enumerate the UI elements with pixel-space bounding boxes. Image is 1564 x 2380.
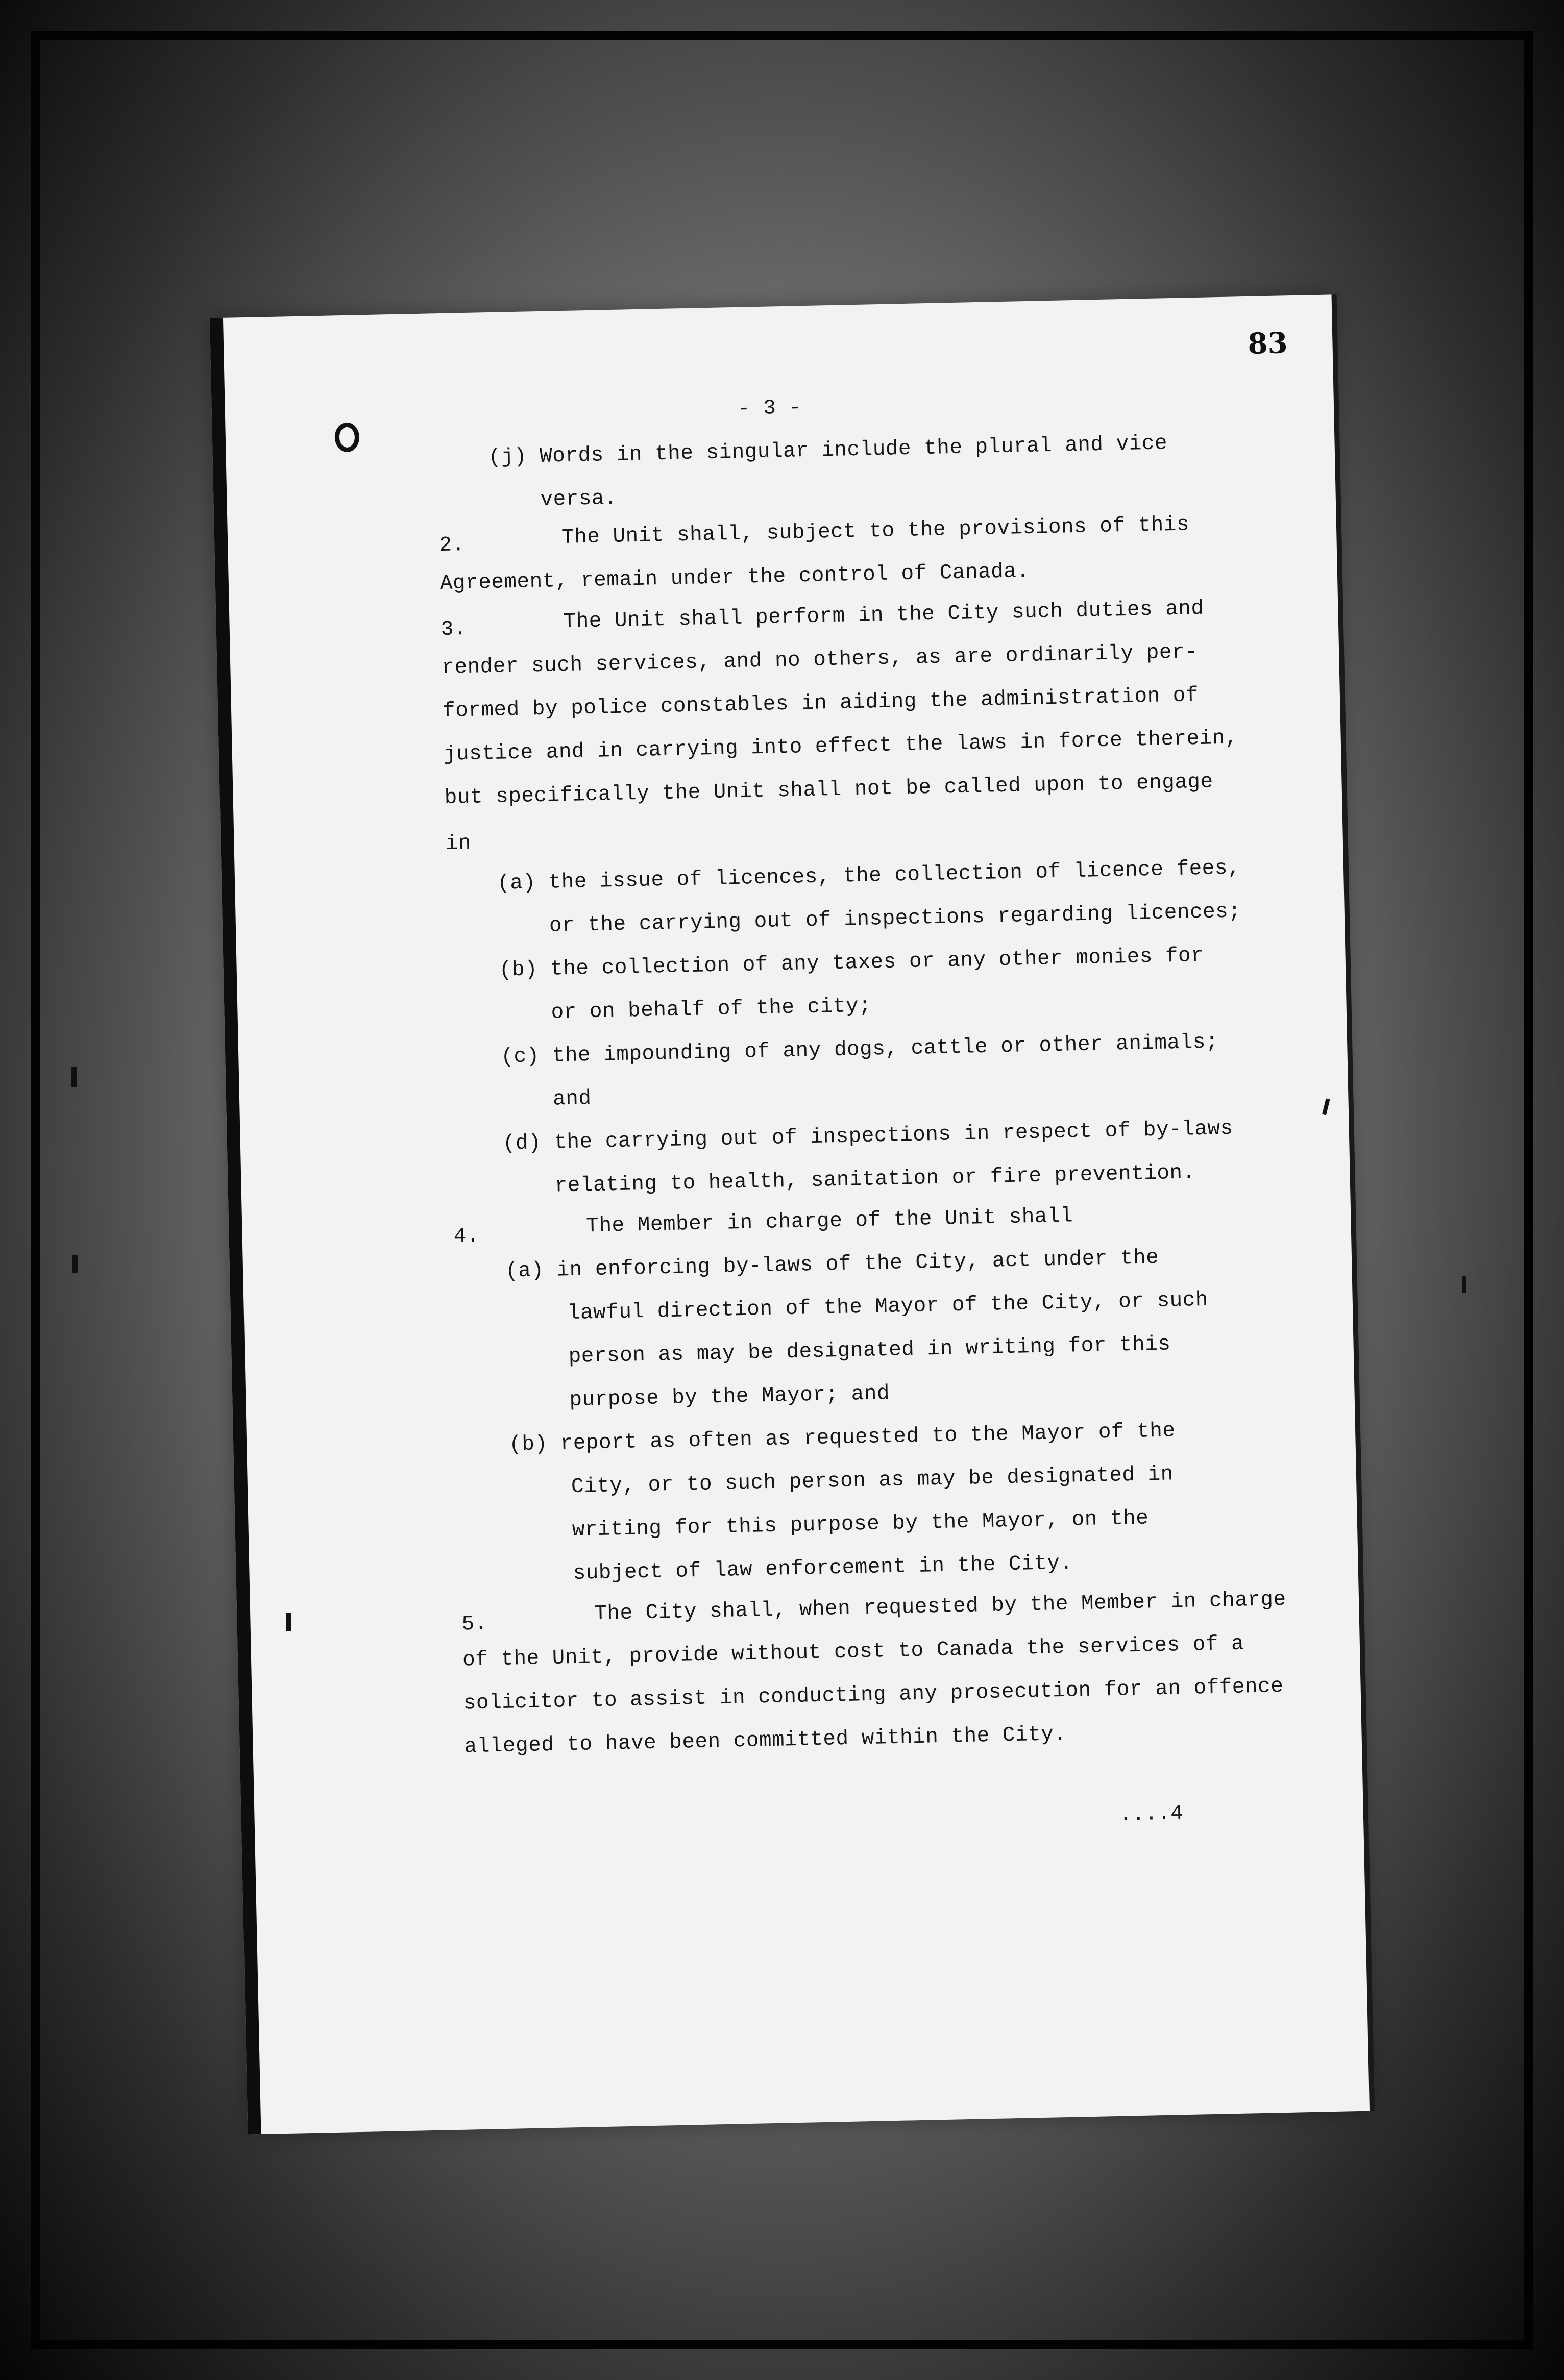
section-2-line-1: The Unit shall, subject to the provisions of this bbox=[561, 513, 1190, 550]
item-3c-line-2: and bbox=[552, 1087, 592, 1111]
line-j-1: (j) Words in the singular include the plural and vice bbox=[488, 432, 1168, 470]
section-3-line-5: but specifically the Unit shall not be called upon to engage bbox=[444, 770, 1214, 810]
page-number: 83 bbox=[1247, 326, 1288, 361]
scan-speck bbox=[1462, 1276, 1466, 1293]
document-page bbox=[210, 294, 1371, 2134]
section-2-number: 2. bbox=[438, 533, 466, 558]
scan-speck bbox=[71, 1067, 77, 1087]
section-2-line-2: Agreement, remain under the control of Canada. bbox=[439, 559, 1030, 596]
section-3-number: 3. bbox=[441, 617, 467, 642]
line-j-2: versa. bbox=[540, 486, 618, 512]
section-3-line-6: in bbox=[445, 831, 472, 856]
punch-hole-icon bbox=[334, 422, 359, 452]
item-4a-line-4: purpose by the Mayor; and bbox=[569, 1381, 890, 1412]
item-4a-line-1: (a) in enforcing by-laws of the City, act under the bbox=[505, 1246, 1159, 1283]
item-3b-line-1: (b) the collection of any taxes or any other monies for bbox=[499, 944, 1204, 982]
item-3b-line-2: or on behalf of the city; bbox=[551, 994, 872, 1025]
continuation-marker: ....4 bbox=[1119, 1802, 1184, 1827]
section-5-line-1: The City shall, when requested by the Member in charge bbox=[594, 1588, 1287, 1626]
page-left-shadow-edge bbox=[210, 318, 261, 2135]
item-3c-line-1: (c) the impounding of any dogs, cattle or other animals; bbox=[500, 1030, 1219, 1069]
item-4b-line-3: writing for this purpose by the Mayor, on the bbox=[572, 1506, 1149, 1543]
section-3-line-2: render such services, and no others, as are ordinarily per- bbox=[441, 640, 1198, 680]
section-5-number: 5. bbox=[461, 1612, 488, 1637]
item-4a-line-2: lawful direction of the Mayor of the City, or such bbox=[567, 1288, 1209, 1326]
item-3d-line-1: (d) the carrying out of inspections in respect of by-laws bbox=[502, 1117, 1234, 1156]
item-3a-line-2: or the carrying out of inspections regarding licences; bbox=[549, 900, 1241, 938]
section-4-line-1: The Member in charge of the Unit shall bbox=[585, 1204, 1073, 1238]
scan-speck bbox=[72, 1255, 78, 1273]
section-3-line-3: formed by police constables in aiding the administration of bbox=[442, 684, 1199, 724]
page-header: - 3 - bbox=[737, 396, 802, 421]
item-4b-line-2: City, or to such person as may be designated in bbox=[571, 1462, 1174, 1499]
section-5-line-2: of the Unit, provide without cost to Canada the services of a bbox=[462, 1632, 1244, 1672]
item-4b-line-1: (b) report as often as requested to the Mayor of the bbox=[508, 1419, 1176, 1457]
section-5-line-3: solicitor to assist in conducting any prosecution for an offence bbox=[463, 1674, 1284, 1716]
item-4a-line-3: person as may be designated in writing for this bbox=[568, 1332, 1171, 1369]
section-5-line-4: alleged to have been committed within the City. bbox=[464, 1722, 1067, 1759]
page-right-shadow-edge bbox=[1331, 294, 1375, 2111]
item-3d-line-2: relating to health, sanitation or fire prevention. bbox=[554, 1161, 1196, 1198]
scan-speck bbox=[1322, 1098, 1330, 1115]
scan-speck bbox=[286, 1613, 291, 1631]
section-3-line-4: justice and in carrying into effect the laws in force therein, bbox=[443, 726, 1238, 767]
item-4b-line-4: subject of law enforcement in the City. bbox=[573, 1551, 1073, 1586]
section-3-line-1: The Unit shall perform in the City such duties and bbox=[563, 597, 1204, 634]
item-3a-line-1: (a) the issue of licences, the collection of licence fees, bbox=[497, 856, 1241, 896]
section-4-number: 4. bbox=[453, 1224, 480, 1249]
